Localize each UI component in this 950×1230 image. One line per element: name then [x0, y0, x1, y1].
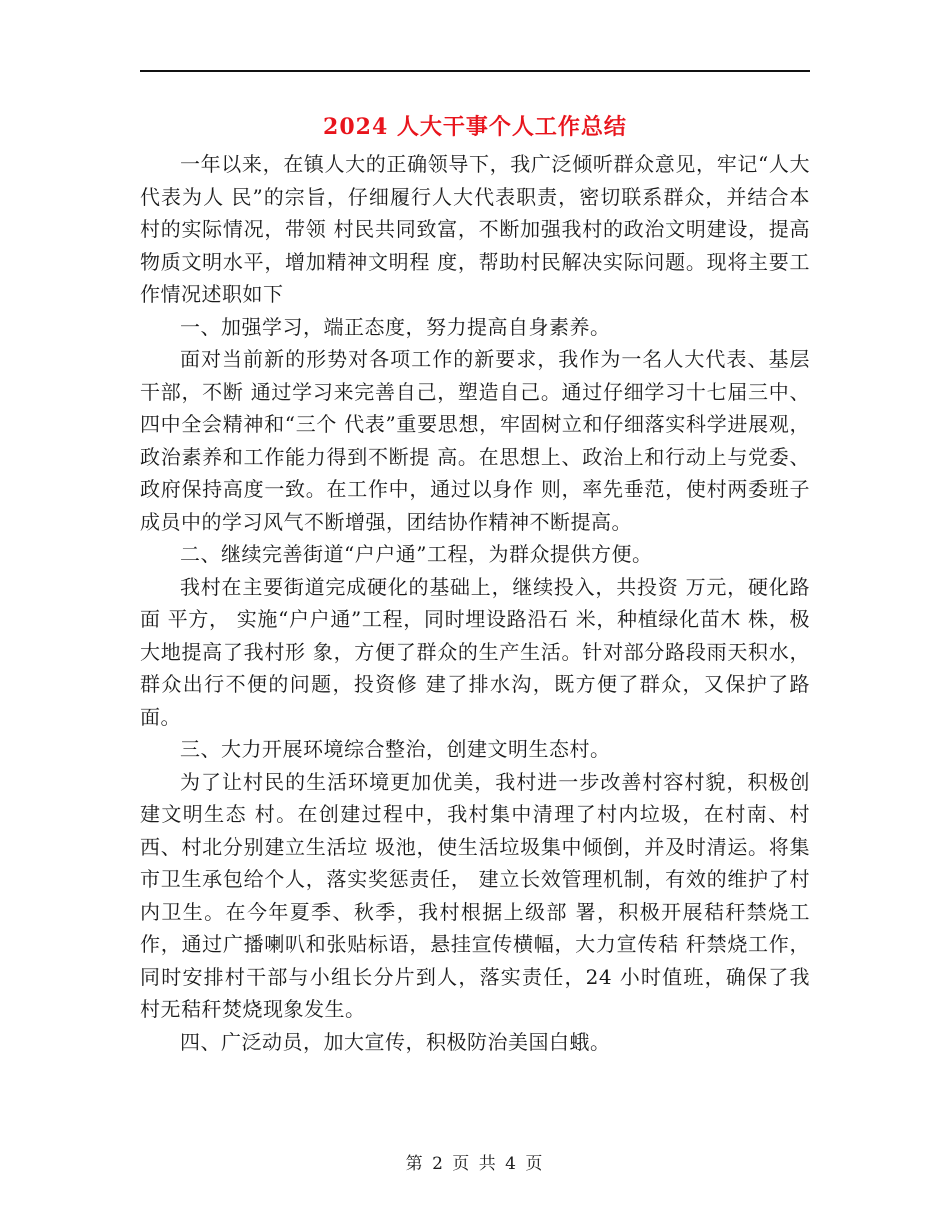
- paragraph-intro: 一年以来，在镇人大的正确领导下，我广泛倾听群众意见，牢记“人大代表为人 民”的宗旨，仔细履行人大代表职责，密切联系群众，并结合本村的实际情况，带领 村民共同致富，不断加强我村的政治文明建设，提高物质文明水平，增加精神文明程 度，帮助村民解决实际问题。现将主要工作情况述职如下: [140, 152, 810, 306]
- section-heading-2: 二、继续完善街道“户户通”工程，为群众提供方便。: [180, 542, 653, 566]
- section-heading-3: 三、大力开展环境综合整治，创建文明生态村。: [180, 737, 611, 761]
- document-title: 2024 人大干事个人工作总结: [323, 114, 627, 140]
- document-body: [140, 148, 810, 1058]
- section-heading-4: 四、广泛动员，加大宣传，积极防治美国白蛾。: [180, 1029, 611, 1054]
- paragraph-study: 面对当前新的形势对各项工作的新要求，我作为一名人大代表、基层干部，不断 通过学习来完善自己，塑造自己。通过仔细学习十七届三中、四中全会精神和“三个 代表”重要思想，牢固树立和仔细落实科学进展观，政治素养和工作能力得到不断提 高。在思想上、政治上和行动上与党委、政府保持高度一致。在工作中，通过以身作 则，率先垂范，使村两委班子成员中的学习风气不断增强，团结协作精神不断提高。: [140, 347, 810, 534]
- paragraph-environment: 为了让村民的生活环境更加优美，我村进一步改善村容村貌，积极创建文明生态 村。在创建过程中，我村集中清理了村内垃圾，在村南、村西、村北分别建立生活垃 圾池，使生活垃圾集中倾倒，并及时清运。将集市卫生承包给个人，落实奖惩责任， 建立长效管理机制，有效的维护了村内卫生。在今年夏季、秋季，我村根据上级部 署，积极开展秸秆禁烧工作，通过广播喇叭和张贴标语，悬挂宣传横幅，大力宣传秸 秆禁烧工作，同时安排村干部与小组长分片到人，落实责任，24 小时值班，确保了我 村无秸秆焚烧现象发生。: [140, 769, 810, 1021]
- header-rule: [140, 70, 810, 72]
- section-heading-1: 一、加强学习，端正态度，努力提高自身素养。: [180, 314, 611, 339]
- page-number-footer: 第 2 页 共 4 页: [405, 1154, 545, 1174]
- paragraph-road: 我村在主要街道完成硬化的基础上，继续投入，共投资 万元，硬化路面 平方， 实施“户户通”工程，同时埋设路沿石 米，种植绿化苗木 株，极大地提高了我村形 象，方便了群众的生产生活。针对部分路段雨天积水，群众出行不便的问题，投资修 建了排水沟，既方便了群众，又保护了路面。: [140, 574, 810, 729]
